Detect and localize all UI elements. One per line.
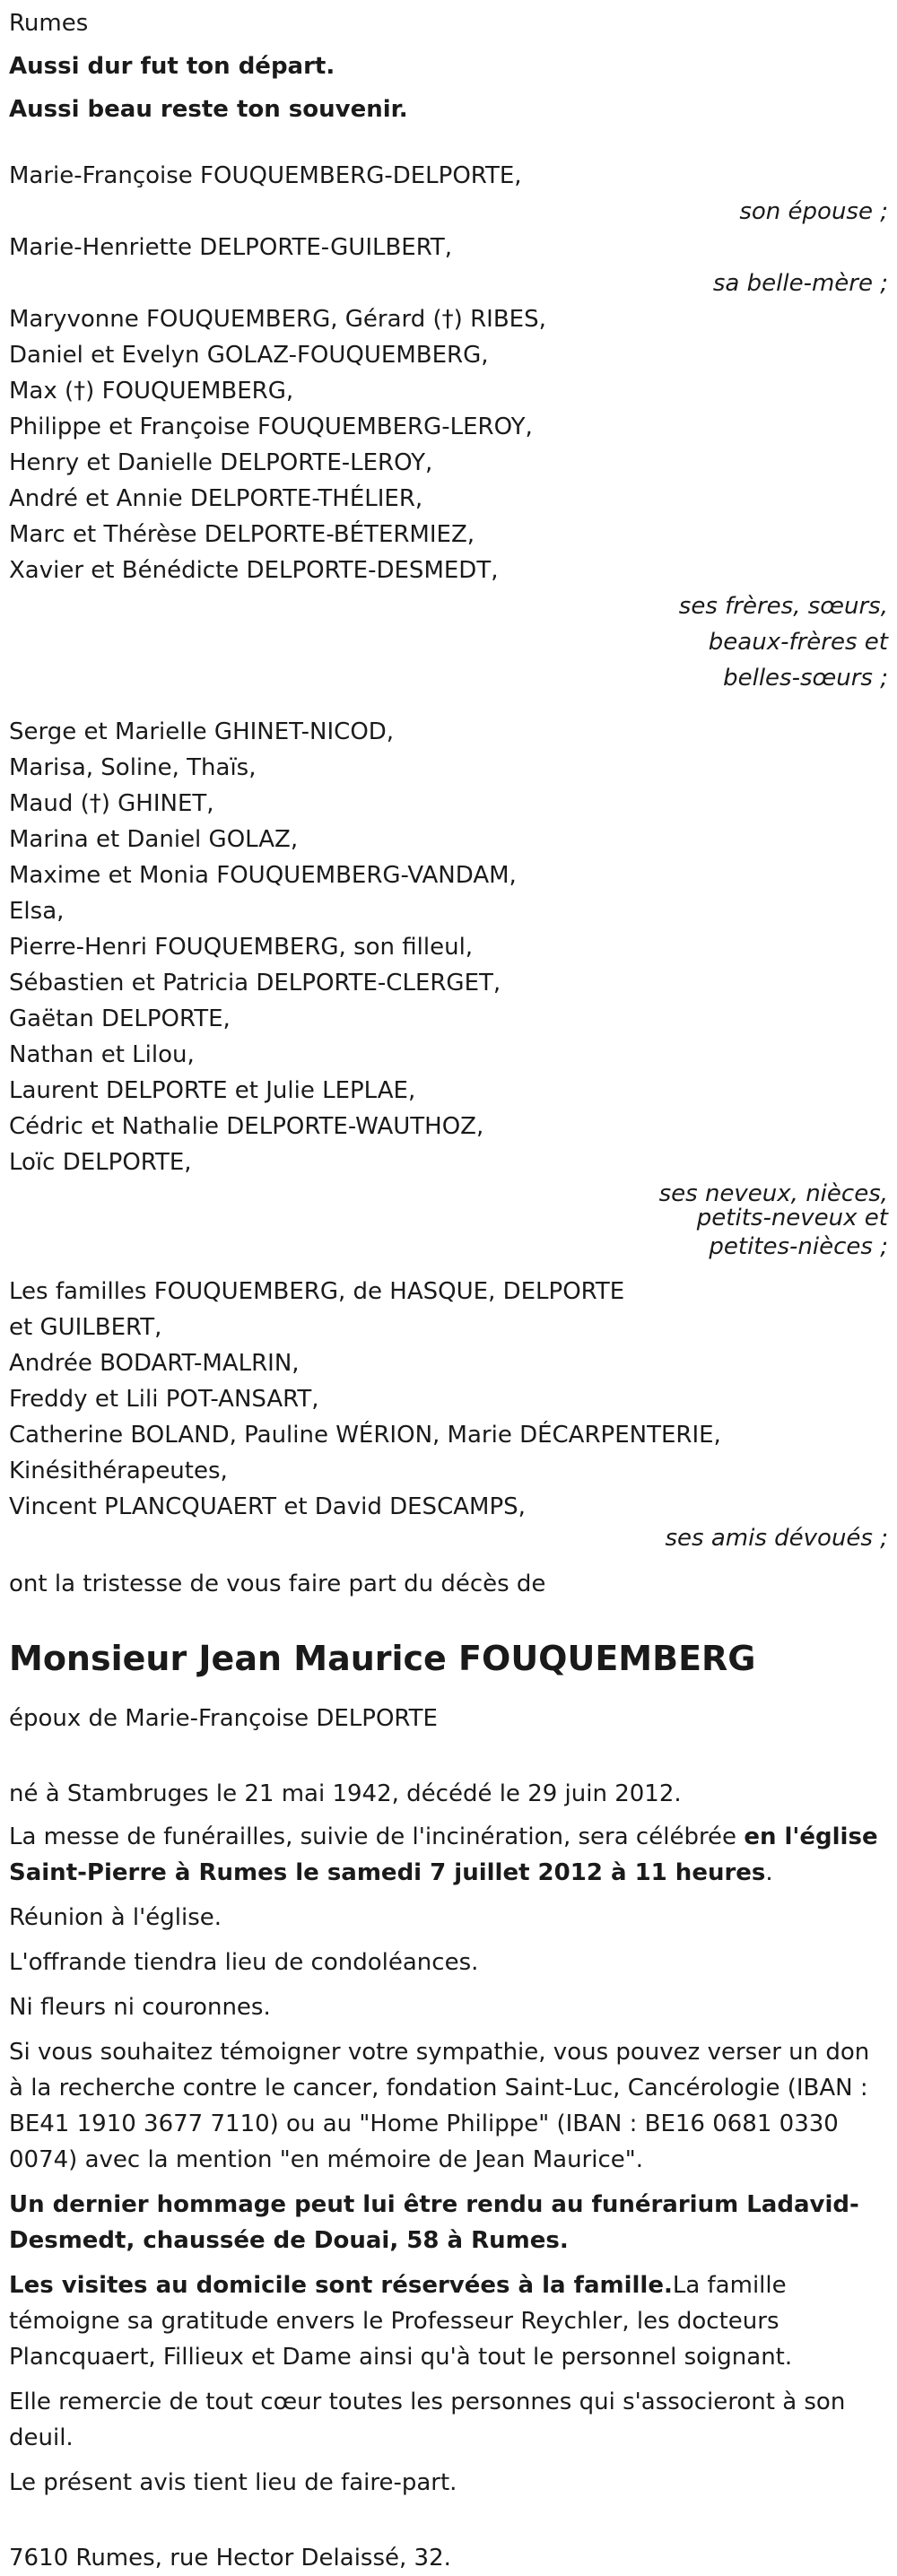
thanks-text: Elle remercie de tout cœur toutes les personnes qui s'associeront à son deuil. <box>9 2389 846 2451</box>
sibling-entry: Philippe et Françoise FOUQUEMBERG-LEROY, <box>9 413 533 440</box>
nephews-role <box>9 1180 897 1265</box>
friend-entry: Catherine BOLAND, Pauline WÉRION, Marie DÉCARPENTERIE, <box>9 1422 721 1449</box>
siblings-list <box>9 301 897 588</box>
no-flowers-text: Ni fleurs ni couronnes. <box>9 1994 271 2021</box>
nephew-entry: Marina et Daniel GOLAZ, <box>9 826 299 853</box>
offrande-text: L'offrande tiendra lieu de condoléances. <box>9 1949 479 1976</box>
intro-text: ont la tristesse de vous faire part du décès de <box>9 1571 546 1597</box>
mass-text: La messe de funérailles, suivie de l'incinération, sera célébrée <box>9 1823 745 1850</box>
nephews-list <box>9 714 897 1180</box>
siblings-role <box>9 588 897 696</box>
born-died: né à Stambruges le 21 mai 1942, décédé le 29 juin 2012. <box>9 1780 682 1807</box>
sibling-entry: Xavier et Bénédicte DELPORTE-DESMEDT, <box>9 557 499 584</box>
nephew-entry: Nathan et Lilou, <box>9 1041 195 1068</box>
nephews-role-line: petits-neveux et <box>696 1205 888 1231</box>
visits-paragraph <box>9 2267 897 2375</box>
friend-entry: Vincent PLANCQUAERT et David DESCAMPS, <box>9 1493 526 1520</box>
friends-role: ses amis dévoués ; <box>665 1525 888 1552</box>
sibling-entry: Marc et Thérèse DELPORTE-BÉTERMIEZ, <box>9 521 475 548</box>
quote-line-2: Aussi beau reste ton souvenir. <box>9 96 408 123</box>
mass-details: en l'église Saint-Pierre à Rumes le samedi 7 juillet 2012 à 11 heures <box>9 1823 878 1886</box>
wife-name: Marie-Françoise FOUQUEMBERG-DELPORTE, <box>9 162 522 189</box>
nephew-entry: Cédric et Nathalie DELPORTE-WAUTHOZ, <box>9 1113 484 1140</box>
nephew-entry: Serge et Marielle GHINET-NICOD, <box>9 718 395 745</box>
friend-entry: Andrée BODART-MALRIN, <box>9 1350 300 1377</box>
mass-paragraph <box>9 1819 897 1891</box>
sibling-entry: Daniel et Evelyn GOLAZ-FOUQUEMBERG, <box>9 342 489 369</box>
friends-list <box>9 1274 897 1525</box>
wife-role: son épouse ; <box>739 198 888 225</box>
hommage-text: Un dernier hommage peut lui être rendu au funérarium Ladavid-Desmedt, chaussée de Douai, 58 à Rumes. <box>9 2191 859 2254</box>
nephew-entry: Loïc DELPORTE, <box>9 1149 192 1176</box>
nephew-entry: Marisa, Soline, Thaïs, <box>9 754 257 781</box>
nephew-entry: Maxime et Monia FOUQUEMBERG-VANDAM, <box>9 862 517 889</box>
friend-entry: et GUILBERT, <box>9 1314 162 1341</box>
visits-text: La famille témoigne sa gratitude envers le Professeur Reychler, les docteurs Plancquaert, Fillieux et Dame ainsi qu'à tout le personnel soignant. <box>9 2272 793 2371</box>
nephew-entry: Laurent DELPORTE et Julie LEPLAE, <box>9 1077 416 1104</box>
notice-text: Le présent avis tient lieu de faire-part. <box>9 2469 457 2496</box>
sibling-entry: Max (†) FOUQUEMBERG, <box>9 378 294 405</box>
friend-entry: Les familles FOUQUEMBERG, de HASQUE, DELPORTE <box>9 1278 625 1305</box>
donation-text: Si vous souhaitez témoigner votre sympathie, vous pouvez verser un don à la recherche contre le cancer, fondation Saint-Luc, Cancérologie (IBAN : BE41 1910 3677 7110) ou au "Home Philippe" (IBAN : BE16 0681 0330 0074) avec la mention "en mémoire de Jean Maurice". <box>9 2039 870 2173</box>
address-text: 7610 Rumes, rue Hector Delaissé, 32. <box>9 2545 451 2572</box>
siblings-role-line: ses frères, sœurs, <box>678 593 888 620</box>
deceased-name: Monsieur Jean Maurice FOUQUEMBERG <box>9 1639 756 1678</box>
siblings-role-line: beaux-frères et <box>708 629 888 656</box>
friend-entry: Kinésithérapeutes, <box>9 1458 228 1484</box>
visits-bold: Les visites au domicile sont réservées à la famille. <box>9 2272 673 2299</box>
nephew-entry: Pierre-Henri FOUQUEMBERG, son filleul, <box>9 934 474 961</box>
quote-line-1: Aussi dur fut ton départ. <box>9 53 335 80</box>
friend-entry: Freddy et Lili POT-ANSART, <box>9 1386 319 1413</box>
sibling-entry: Henry et Danielle DELPORTE-LEROY, <box>9 449 433 476</box>
nephew-entry: Gaëtan DELPORTE, <box>9 1005 231 1032</box>
reunion-text: Réunion à l'église. <box>9 1904 222 1931</box>
sibling-entry: Maryvonne FOUQUEMBERG, Gérard (†) RIBES, <box>9 306 546 333</box>
spouse-of: époux de Marie-Françoise DELPORTE <box>9 1705 438 1732</box>
mass-end: . <box>765 1859 773 1886</box>
mother-in-law-role: sa belle-mère ; <box>712 270 888 297</box>
siblings-role-line: belles-sœurs ; <box>723 665 888 692</box>
sibling-entry: André et Annie DELPORTE-THÉLIER, <box>9 485 423 512</box>
nephews-role-line: ses neveux, nièces, <box>658 1180 888 1207</box>
place-name: Rumes <box>9 10 89 37</box>
mother-in-law-name: Marie-Henriette DELPORTE-GUILBERT, <box>9 234 453 261</box>
nephew-entry: Elsa, <box>9 898 65 925</box>
nephew-entry: Sébastien et Patricia DELPORTE-CLERGET, <box>9 970 501 996</box>
nephews-role-line: petites-nièces ; <box>709 1233 888 1260</box>
nephew-entry: Maud (†) GHINET, <box>9 790 214 817</box>
